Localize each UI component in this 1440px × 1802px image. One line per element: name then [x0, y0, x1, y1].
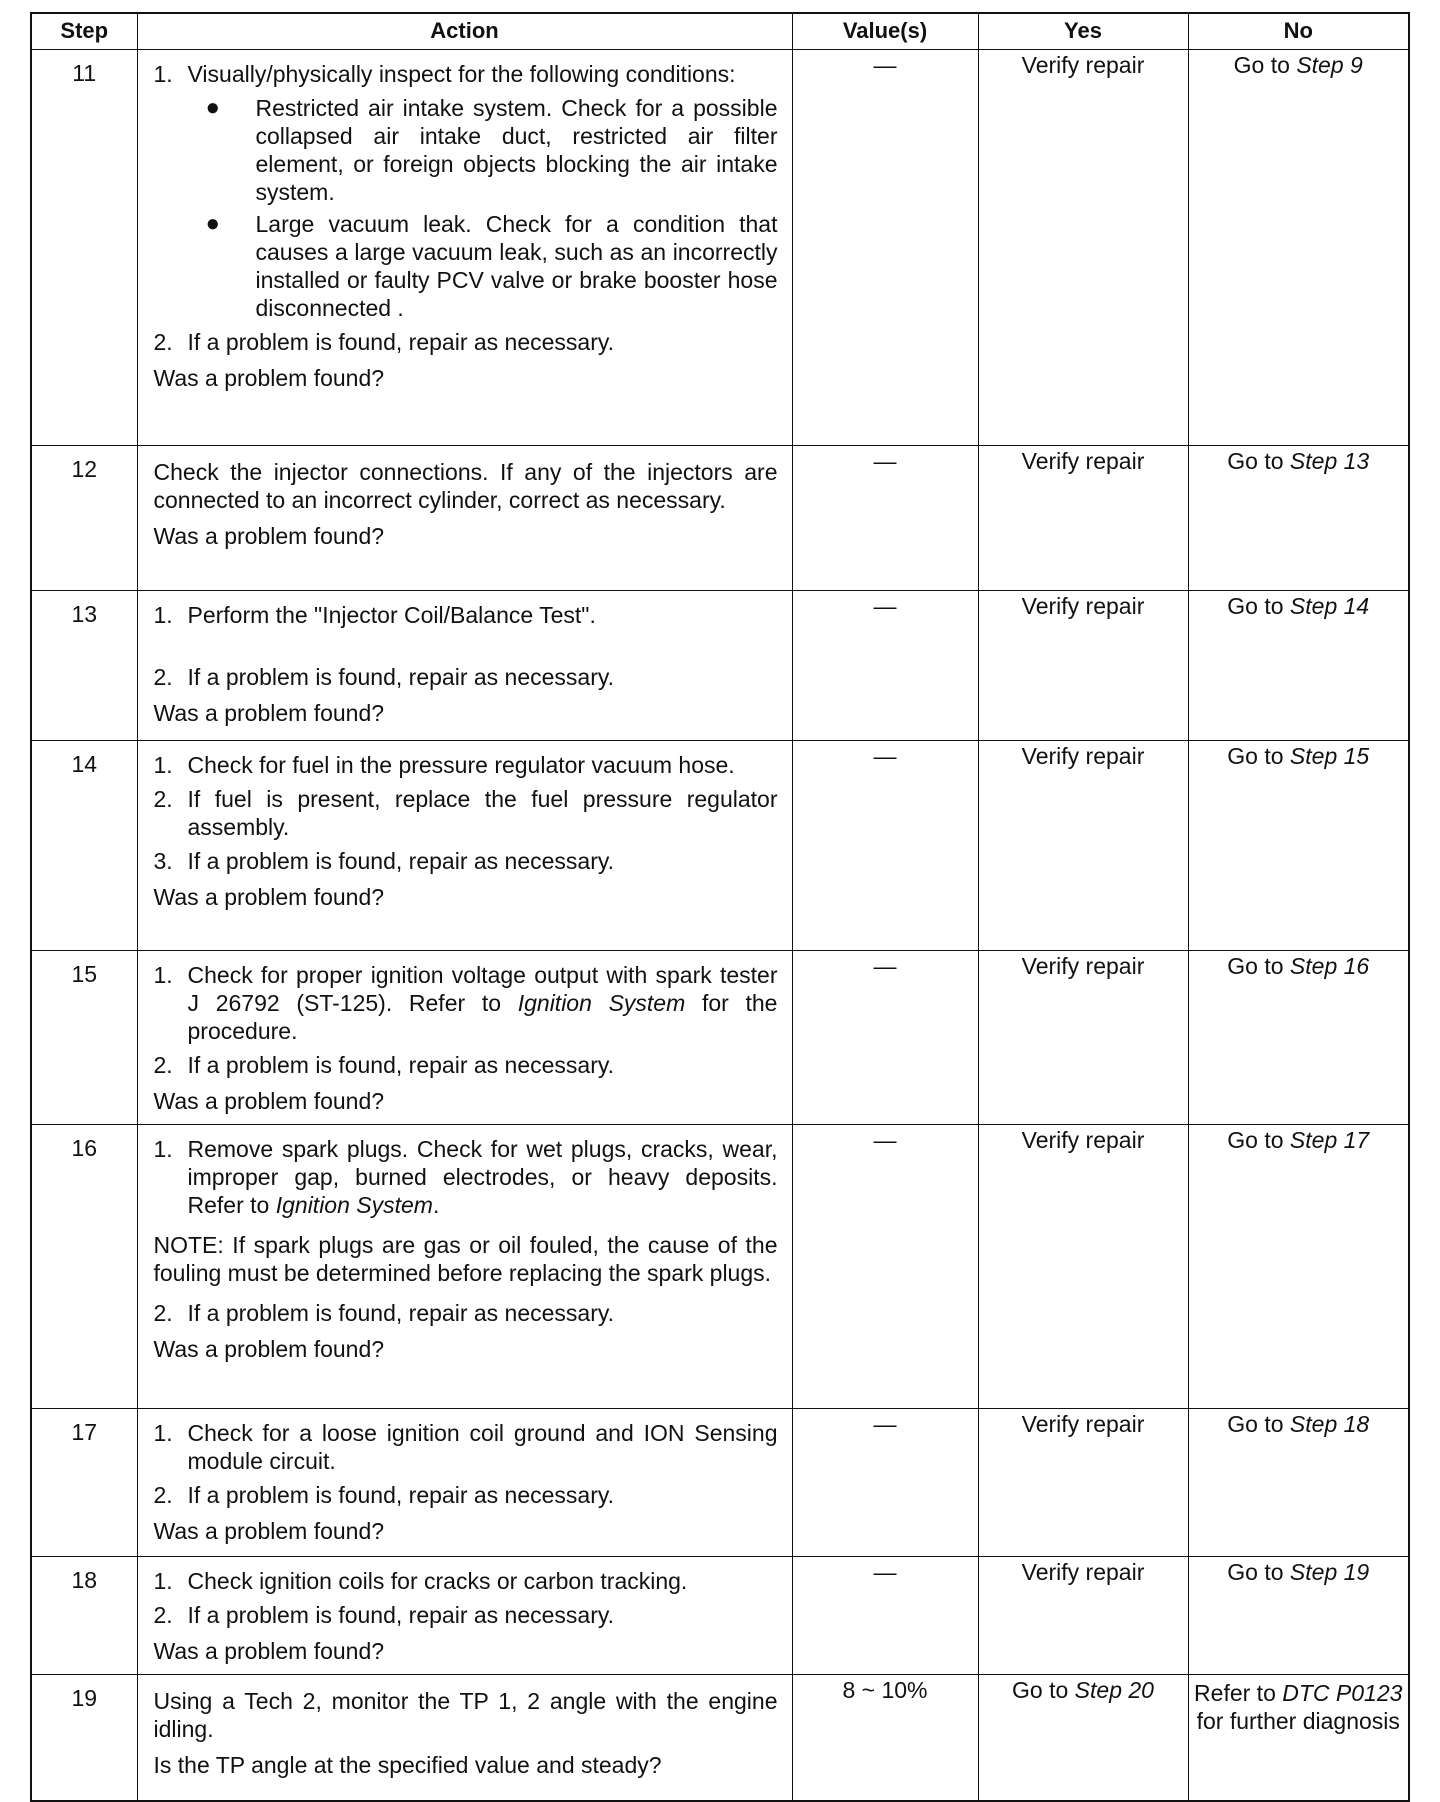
- table-row-step-11: [31, 50, 1409, 446]
- value-cell: —: [792, 446, 978, 591]
- step-number: 16: [31, 1125, 137, 1409]
- action-cell: [137, 50, 792, 446]
- no-prefix: Go to: [1227, 953, 1290, 979]
- action-cell: [137, 951, 792, 1125]
- action-item: [154, 1419, 778, 1475]
- question-text: Is the TP angle at the specified value and steady?: [153, 1752, 662, 1778]
- ignition-system-link[interactable]: Ignition System: [517, 990, 686, 1016]
- value-cell: —: [792, 50, 978, 446]
- action-cell: [137, 1409, 792, 1557]
- no-prefix: Go to: [1227, 448, 1290, 474]
- table-row-step-15: [31, 951, 1409, 1125]
- yes-cell: [978, 1675, 1188, 1801]
- item-text: If a problem is found, repair as necessary.: [187, 1052, 615, 1078]
- no-cell: [1188, 591, 1409, 741]
- question-text: Was a problem found?: [153, 1638, 385, 1664]
- item-text: Perform the "Injector Coil/Balance Test".: [187, 602, 596, 628]
- yes-cell: Verify repair: [978, 1409, 1188, 1557]
- table-row-step-17: [31, 1409, 1409, 1557]
- step-number: 17: [31, 1409, 137, 1557]
- step-link[interactable]: Step 14: [1289, 593, 1370, 619]
- step-link[interactable]: Step 15: [1289, 743, 1370, 769]
- item-number: 3.: [153, 848, 173, 874]
- action-item: [154, 961, 778, 1045]
- step-link[interactable]: Step 13: [1289, 448, 1370, 474]
- value-cell: —: [792, 951, 978, 1125]
- question-text: Was a problem found?: [153, 700, 385, 726]
- item-number: 2.: [153, 1482, 173, 1508]
- item-text: Check for a loose ignition coil ground and ION Sensing module circuit.: [187, 1420, 778, 1474]
- question-text: Was a problem found?: [153, 365, 385, 391]
- item-text: If a problem is found, repair as necessary.: [187, 1482, 615, 1508]
- question-text: Was a problem found?: [153, 884, 385, 910]
- yes-prefix: Go to: [1012, 1677, 1075, 1703]
- dtc-link[interactable]: DTC P0123: [1282, 1680, 1403, 1706]
- no-prefix: Go to: [1227, 593, 1290, 619]
- action-cell: [137, 591, 792, 741]
- item-text: If a problem is found, repair as necessary.: [187, 1602, 615, 1628]
- action-text: Using a Tech 2, monitor the TP 1, 2 angle with the engine idling.: [153, 1688, 778, 1742]
- header-values: Value(s): [792, 13, 978, 50]
- no-cell: [1188, 951, 1409, 1125]
- diagnostic-table: [30, 12, 1410, 1802]
- yes-cell: Verify repair: [978, 741, 1188, 951]
- step-number: 12: [31, 446, 137, 591]
- item-text: Check ignition coils for cracks or carbon tracking.: [187, 1568, 688, 1594]
- no-prefix: Go to: [1227, 743, 1290, 769]
- item-text: Check for fuel in the pressure regulator vacuum hose.: [187, 752, 735, 778]
- action-item: [154, 328, 778, 356]
- step-number: 13: [31, 591, 137, 741]
- step-link[interactable]: Step 20: [1074, 1677, 1154, 1703]
- item-text: If fuel is present, replace the fuel pressure regulator assembly.: [187, 786, 778, 840]
- item-text-part: Remove spark plugs. Check for wet plugs, cracks, wear, improper gap, burned electrodes, or heavy deposits. Refer to: [187, 1136, 778, 1218]
- action-item: [154, 1601, 778, 1629]
- step-link[interactable]: Step 18: [1289, 1411, 1370, 1437]
- no-cell: [1188, 1675, 1409, 1801]
- header-step: Step: [31, 13, 137, 50]
- table-row-step-18: [31, 1557, 1409, 1675]
- value-cell: —: [792, 1409, 978, 1557]
- no-prefix: Go to: [1227, 1559, 1290, 1585]
- action-item: [154, 751, 778, 779]
- item-number: 1.: [153, 1568, 173, 1594]
- step-link[interactable]: Step 16: [1289, 953, 1370, 979]
- no-prefix: Go to: [1233, 52, 1297, 78]
- step-number: 18: [31, 1557, 137, 1675]
- item-number: 1.: [153, 752, 173, 778]
- item-number: 2.: [153, 664, 173, 690]
- value-cell: —: [792, 741, 978, 951]
- action-item: [154, 601, 778, 629]
- no-prefix: Go to: [1227, 1127, 1290, 1153]
- step-number: 11: [31, 50, 137, 446]
- step-link[interactable]: Step 17: [1289, 1127, 1370, 1153]
- item-number: 1.: [153, 602, 173, 628]
- item-text-part: Check for proper ignition voltage output with spark tester J 26792 (ST-125). Refer to: [187, 962, 778, 1016]
- value-cell: 8 ~ 10%: [792, 1675, 978, 1801]
- yes-cell: Verify repair: [978, 50, 1188, 446]
- action-text: Check the injector connections. If any of the injectors are connected to an incorrect cylinder, correct as necessary.: [153, 459, 778, 513]
- item-text: If a problem is found, repair as necessary.: [187, 329, 615, 355]
- value-cell: —: [792, 1557, 978, 1675]
- no-prefix: Refer to: [1194, 1680, 1283, 1706]
- question-text: Was a problem found?: [153, 523, 385, 549]
- bullet-text: Large vacuum leak. Check for a condition that causes a large vacuum leak, such as an incorrectly installed or faulty PCV valve or brake booster hose disconnected .: [255, 211, 778, 321]
- bullet-text: Restricted air intake system. Check for a possible collapsed air intake duct, restricted air filter element, or foreign objects blocking the air intake system.: [255, 95, 778, 205]
- bullet-icon: ●: [205, 210, 220, 237]
- yes-cell: Verify repair: [978, 1557, 1188, 1675]
- no-suffix: for further diagnosis: [1196, 1708, 1400, 1734]
- table-row-step-14: [31, 741, 1409, 951]
- action-item: [154, 1481, 778, 1509]
- item-number: 1.: [153, 61, 173, 87]
- question-text: Was a problem found?: [153, 1088, 385, 1114]
- item-number: 1.: [153, 1136, 173, 1162]
- action-cell: [137, 446, 792, 591]
- header-no: No: [1188, 13, 1409, 50]
- item-text: [188, 961, 778, 1045]
- diagnostic-table-page: [30, 12, 1408, 1802]
- no-cell: [1188, 446, 1409, 591]
- bullet-item: [194, 94, 778, 206]
- item-text: If a problem is found, repair as necessary.: [187, 1300, 615, 1326]
- item-number: 2.: [153, 329, 173, 355]
- value-cell: —: [792, 1125, 978, 1409]
- action-cell: [137, 1557, 792, 1675]
- action-item: [154, 60, 778, 88]
- item-number: 2.: [153, 1602, 173, 1628]
- item-text: [188, 1135, 778, 1219]
- header-row: [31, 13, 1409, 50]
- action-item: [154, 663, 778, 691]
- action-cell: [137, 1675, 792, 1801]
- item-text: If a problem is found, repair as necessary.: [187, 848, 615, 874]
- item-text-part: .: [432, 1192, 440, 1218]
- step-number: 19: [31, 1675, 137, 1801]
- action-item: [154, 1135, 778, 1219]
- yes-cell: Verify repair: [978, 591, 1188, 741]
- action-item: [154, 785, 778, 841]
- question-text: Was a problem found?: [153, 1336, 385, 1362]
- value-cell: —: [792, 591, 978, 741]
- item-text: Visually/physically inspect for the following conditions:: [187, 61, 736, 87]
- item-number: 2.: [153, 1052, 173, 1078]
- table-row-step-19: [31, 1675, 1409, 1801]
- header-action: Action: [137, 13, 792, 50]
- item-text: If a problem is found, repair as necessary.: [187, 664, 615, 690]
- table-row-step-13: [31, 591, 1409, 741]
- no-cell: [1188, 1557, 1409, 1675]
- yes-cell: Verify repair: [978, 1125, 1188, 1409]
- item-number: 1.: [153, 962, 173, 988]
- action-item: [154, 1567, 778, 1595]
- question-text: Was a problem found?: [153, 1518, 385, 1544]
- no-cell: [1188, 741, 1409, 951]
- no-prefix: Go to: [1227, 1411, 1290, 1437]
- table-row-step-12: [31, 446, 1409, 591]
- bullet-list: [194, 94, 778, 322]
- item-number: 2.: [153, 786, 173, 812]
- step-link[interactable]: Step 19: [1289, 1559, 1370, 1585]
- header-yes: Yes: [978, 13, 1188, 50]
- ignition-system-link[interactable]: Ignition System: [275, 1192, 433, 1218]
- table-row-step-16: [31, 1125, 1409, 1409]
- step-link[interactable]: Step 9: [1296, 52, 1363, 78]
- step-number: 14: [31, 741, 137, 951]
- action-cell: [137, 741, 792, 951]
- item-number: 1.: [153, 1420, 173, 1446]
- yes-cell: Verify repair: [978, 951, 1188, 1125]
- yes-cell: Verify repair: [978, 446, 1188, 591]
- no-cell: [1188, 1409, 1409, 1557]
- action-item: [154, 847, 778, 875]
- note-text: NOTE: If spark plugs are gas or oil fouled, the cause of the fouling must be determined before replacing the spark plugs.: [153, 1232, 778, 1286]
- step-number: 15: [31, 951, 137, 1125]
- bullet-icon: ●: [205, 94, 220, 121]
- item-number: 2.: [153, 1300, 173, 1326]
- no-cell: [1188, 50, 1409, 446]
- bullet-item: [194, 210, 778, 322]
- action-item: [154, 1051, 778, 1079]
- no-cell: [1188, 1125, 1409, 1409]
- action-item: [154, 1299, 778, 1327]
- item-text-part: for the procedure.: [187, 990, 778, 1044]
- action-cell: [137, 1125, 792, 1409]
